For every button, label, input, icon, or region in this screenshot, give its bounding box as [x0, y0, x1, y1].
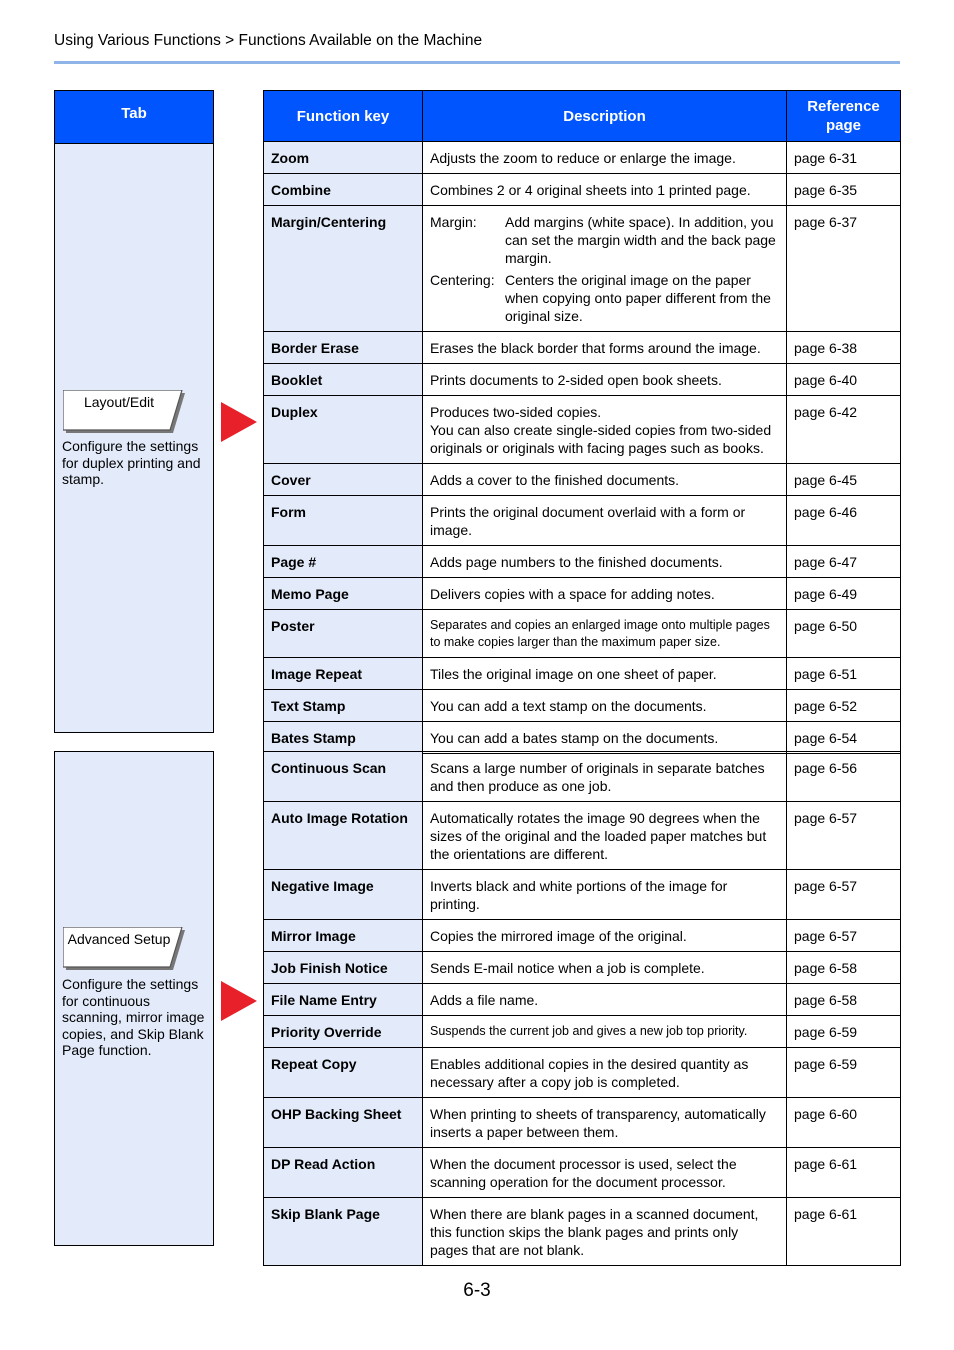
function-key: Bates Stamp [264, 722, 423, 754]
function-key: Duplex [264, 396, 423, 464]
function-key: Combine [264, 174, 423, 206]
function-description: Sends E-mail notice when a job is complete. [423, 952, 787, 984]
tab-button-label: Advanced Setup [67, 931, 171, 947]
tab-button-label: Layout/Edit [83, 394, 155, 410]
table-row [264, 1048, 901, 1098]
reference-page: page 6-45 [787, 464, 901, 496]
table-row [264, 332, 901, 364]
reference-page: page 6-59 [787, 1048, 901, 1098]
reference-page: page 6-38 [787, 332, 901, 364]
function-key: Repeat Copy [264, 1048, 423, 1098]
table-row [264, 722, 901, 754]
description-item-label: Margin: [430, 214, 477, 230]
tab-column-advanced-setup [54, 751, 214, 1246]
table-row [264, 578, 901, 610]
table-row [264, 1198, 901, 1266]
description-item-text: Centers the original image on the paper when copying onto paper different from the original size. [505, 272, 771, 324]
table-row [264, 546, 901, 578]
reference-page: page 6-61 [787, 1198, 901, 1266]
table-row [264, 920, 901, 952]
function-key: Memo Page [264, 578, 423, 610]
function-description: When printing to sheets of transparency, automatically inserts a paper between them. [423, 1098, 787, 1148]
function-description: Inverts black and white portions of the image for printing. [423, 870, 787, 920]
function-description: You can add a bates stamp on the documents. [423, 722, 787, 754]
function-key: Poster [264, 610, 423, 658]
table-row [264, 752, 901, 802]
function-description: Enables additional copies in the desired quantity as necessary after a copy job is completed. [423, 1048, 787, 1098]
reference-page: page 6-58 [787, 952, 901, 984]
function-key: Cover [264, 464, 423, 496]
table-row [264, 142, 901, 174]
function-key: Continuous Scan [264, 752, 423, 802]
reference-page: page 6-49 [787, 578, 901, 610]
reference-page: page 6-51 [787, 658, 901, 690]
reference-page-header: Reference page [787, 91, 901, 142]
function-key: OHP Backing Sheet [264, 1098, 423, 1148]
function-key: Skip Blank Page [264, 1198, 423, 1266]
table-row [264, 802, 901, 870]
function-key: Text Stamp [264, 690, 423, 722]
page-number: 6-3 [463, 1280, 491, 1301]
function-description: Adds page numbers to the finished documents. [423, 546, 787, 578]
function-description: Adds a cover to the finished documents. [423, 464, 787, 496]
table-row [264, 658, 901, 690]
reference-page: page 6-57 [787, 802, 901, 870]
function-key: Booklet [264, 364, 423, 396]
table-header-row [264, 91, 901, 142]
reference-page: page 6-50 [787, 610, 901, 658]
reference-page: page 6-35 [787, 174, 901, 206]
arrow-right-icon [221, 981, 257, 1021]
function-key-header: Function key [264, 91, 423, 142]
tab-description: Configure the settings for continuous scanning, mirror image copies, and Skip Blank Page function. [62, 976, 205, 1058]
function-description: Produces two-sided copies. You can also create single-sided copies from two-sided originals or originals with facing pages such as books. [423, 396, 787, 464]
function-key: Auto Image Rotation [264, 802, 423, 870]
reference-page: page 6-56 [787, 752, 901, 802]
breadcrumb: Using Various Functions > Functions Available on the Machine [54, 32, 483, 49]
function-key: Zoom [264, 142, 423, 174]
function-description: Combines 2 or 4 original sheets into 1 printed page. [423, 174, 787, 206]
table-row [264, 1016, 901, 1048]
table-row [264, 984, 901, 1016]
function-description: When the document processor is used, select the scanning operation for the document processor. [423, 1148, 787, 1198]
function-key: Form [264, 496, 423, 546]
reference-page: page 6-59 [787, 1016, 901, 1048]
description-header: Description [423, 91, 787, 142]
function-description: Tiles the original image on one sheet of paper. [423, 658, 787, 690]
function-description: Delivers copies with a space for adding notes. [423, 578, 787, 610]
table-row [264, 496, 901, 546]
reference-page: page 6-57 [787, 870, 901, 920]
reference-page: page 6-52 [787, 690, 901, 722]
function-key: DP Read Action [264, 1148, 423, 1198]
reference-page: page 6-61 [787, 1148, 901, 1198]
function-description: You can add a text stamp on the documents. [423, 690, 787, 722]
function-key: Negative Image [264, 870, 423, 920]
reference-page: page 6-47 [787, 546, 901, 578]
table-row [264, 464, 901, 496]
arrow-right-icon [221, 402, 257, 442]
reference-page: page 6-31 [787, 142, 901, 174]
function-description: When there are blank pages in a scanned document, this function skips the blank pages and prints only pages that are not blank. [423, 1198, 787, 1266]
description-item [430, 213, 779, 267]
tab-header: Tab [55, 91, 213, 144]
tab-description: Configure the settings for duplex printing and stamp. [62, 438, 201, 487]
reference-page: page 6-57 [787, 920, 901, 952]
function-description: Prints the original document overlaid with a form or image. [423, 496, 787, 546]
function-description [423, 206, 787, 332]
function-description: Adds a file name. [423, 984, 787, 1016]
table-row [264, 1148, 901, 1198]
table-row [264, 690, 901, 722]
function-description: Prints documents to 2-sided open book sheets. [423, 364, 787, 396]
function-description: Separates and copies an enlarged image onto multiple pages to make copies larger than the maximum paper size. [423, 610, 787, 658]
table-row [264, 870, 901, 920]
advanced-setup-tab-button[interactable] [63, 927, 186, 971]
function-description: Copies the mirrored image of the original. [423, 920, 787, 952]
function-table-advanced-setup [263, 751, 901, 1266]
table-row [264, 952, 901, 984]
table-row [264, 364, 901, 396]
function-key: Page # [264, 546, 423, 578]
description-item [430, 271, 779, 325]
table-row [264, 174, 901, 206]
function-key: Mirror Image [264, 920, 423, 952]
function-key: Priority Override [264, 1016, 423, 1048]
reference-page: page 6-37 [787, 206, 901, 332]
function-description: Adjusts the zoom to reduce or enlarge the image. [423, 142, 787, 174]
table-row [264, 396, 901, 464]
function-key: File Name Entry [264, 984, 423, 1016]
description-item-label: Centering: [430, 272, 495, 288]
function-table-layout-edit [263, 90, 901, 754]
reference-page: page 6-60 [787, 1098, 901, 1148]
header-rule [54, 61, 900, 64]
table-row [264, 1098, 901, 1148]
layout-edit-tab-button[interactable] [63, 390, 186, 434]
function-description: Suspends the current job and gives a new job top priority. [423, 1016, 787, 1048]
reference-page: page 6-46 [787, 496, 901, 546]
table-row [264, 610, 901, 658]
function-description: Erases the black border that forms around the image. [423, 332, 787, 364]
function-key: Margin/Centering [264, 206, 423, 332]
description-item-text: Add margins (white space). In addition, you can set the margin width and the back page margin. [505, 214, 776, 266]
reference-page: page 6-58 [787, 984, 901, 1016]
reference-page: page 6-42 [787, 396, 901, 464]
function-key: Job Finish Notice [264, 952, 423, 984]
reference-page: page 6-40 [787, 364, 901, 396]
function-description: Automatically rotates the image 90 degrees when the sizes of the original and the loaded paper matches but the orientations are different. [423, 802, 787, 870]
function-description: Scans a large number of originals in separate batches and then produce as one job. [423, 752, 787, 802]
reference-page: page 6-54 [787, 722, 901, 754]
function-key: Border Erase [264, 332, 423, 364]
tab-column-layout-edit [54, 90, 214, 733]
table-row [264, 206, 901, 332]
function-key: Image Repeat [264, 658, 423, 690]
